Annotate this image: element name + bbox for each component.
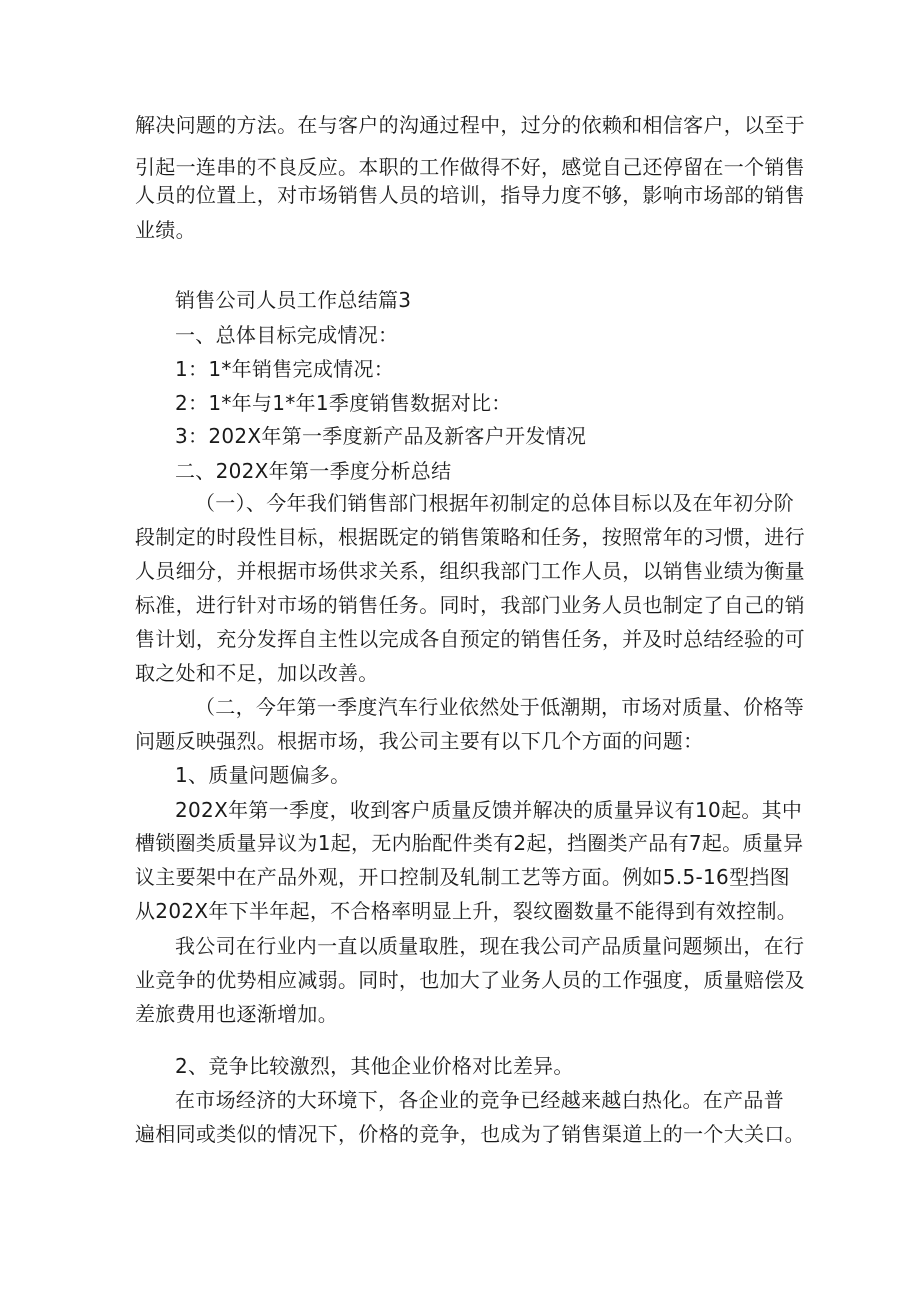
list-item: 1：1*年销售完成情况： [175,357,395,381]
paragraph-line: 遍相同或类似的情况下，价格的竞争，也成为了销售渠道上的一个大关口。 [135,1122,805,1146]
paragraph-line: 解决问题的方法。在与客户的沟通过程中，过分的依赖和相信客户，以至于 [135,113,805,137]
paragraph-line: 标准，进行针对市场的销售任务。同时，我部门业务人员也制定了自己的销 [135,593,805,617]
paragraph-line: 售计划，充分发挥自主性以完成各自预定的销售任务，并及时总结经验的可 [135,627,805,651]
paragraph-line: 在市场经济的大环境下，各企业的竞争已经越来越白热化。在产品普 [175,1088,784,1112]
list-item: 1、质量问题偏多。 [175,763,351,787]
paragraph-line: 问题反映强烈。根据市场，我公司主要有以下几个方面的问题： [135,729,704,753]
list-item: 2、竞争比较激烈，其他企业价格对比差异。 [175,1054,574,1078]
paragraph-line: 槽锁圈类质量异议为1起，无内胎配件类有2起，挡圈类产品有7起。质量异 [135,831,804,855]
paragraph-line: （一）、今年我们销售部门根据年初制定的总体目标以及在年初分阶 [195,491,794,515]
paragraph-line: 差旅费用也逐渐增加。 [135,1002,338,1026]
paragraph-line: 段制定的时段性目标，根据既定的销售策略和任务，按照常年的习惯，进行 [135,525,805,549]
paragraph-line: 人员细分，并根据市场供求关系，组织我部门工作人员，以销售业绩为衡量 [135,559,805,583]
list-item: 2：1*年与1*年1季度销售数据对比： [175,391,512,415]
paragraph-line: 引起一连串的不良反应。本职的工作做得不好，感觉自己还停留在一个销售 [135,155,805,179]
section-title: 销售公司人员工作总结篇3 [175,288,412,312]
heading-line: 一、总体目标完成情况： [175,323,399,347]
paragraph-line: 业绩。 [135,218,196,242]
paragraph-line: 取之处和不足，加以改善。 [135,661,379,685]
heading-line: 二、202X年第一季度分析总结 [175,459,452,483]
paragraph-line: （二，今年第一季度汽车行业依然处于低潮期，市场对质量、价格等 [195,695,804,719]
paragraph-line: 业竞争的优势相应减弱。同时，也加大了业务人员的工作强度，质量赔偿及 [135,968,805,992]
list-item: 3：202X年第一季度新产品及新客户开发情况 [175,424,587,448]
paragraph-line: 从202X年下半年起，不合格率明显上升，裂纹圈数量不能得到有效控制。 [135,899,798,923]
paragraph-line: 202X年第一季度，收到客户质量反馈并解决的质量异议有10起。其中 [175,798,803,822]
paragraph-line: 议主要架中在产品外观，开口控制及轧制工艺等方面。例如5.5-16型挡图 [135,865,790,889]
paragraph-line: 我公司在行业内一直以质量取胜，现在我公司产品质量问题频出，在行 [175,934,805,958]
paragraph-line: 人员的位置上，对市场销售人员的培训，指导力度不够，影响市场部的销售 [135,183,805,207]
